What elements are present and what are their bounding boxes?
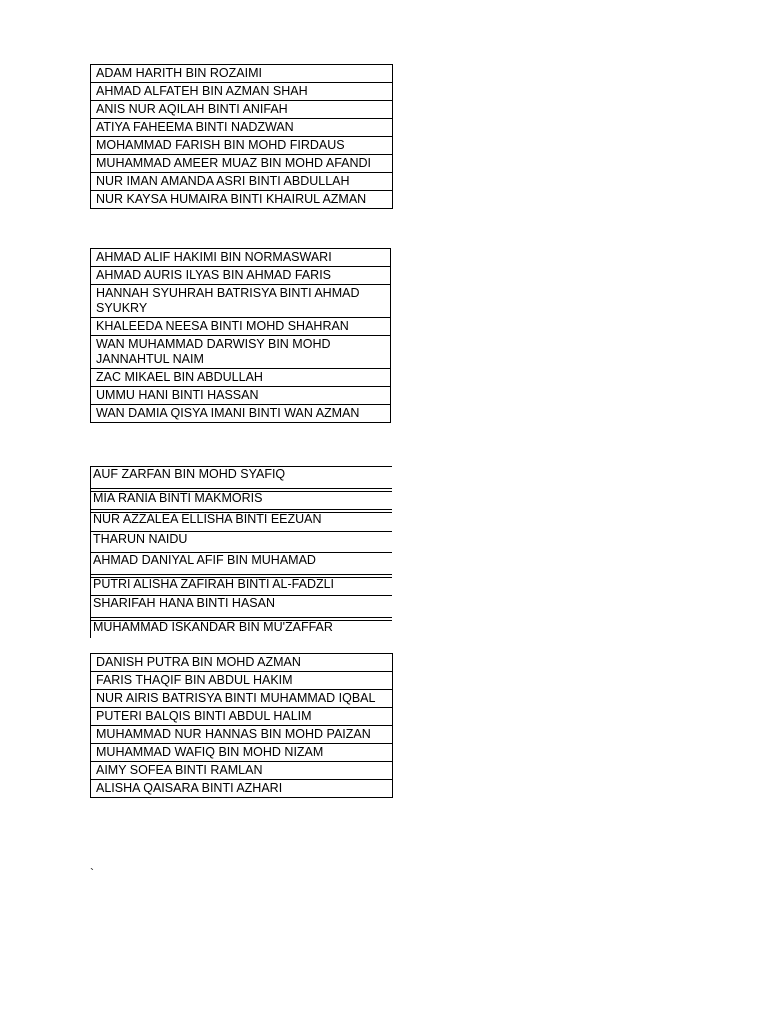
table-row [91, 249, 391, 267]
name-cell: MOHAMMAD FARISH BIN MOHD FIRDAUS [91, 137, 393, 155]
name-cell: UMMU HANI BINTI HASSAN [91, 387, 391, 405]
table-row [91, 708, 393, 726]
table-row [91, 387, 391, 405]
name-cell: MUHAMMAD AMEER MUAZ BIN MOHD AFANDI [91, 155, 393, 173]
table-row [91, 267, 391, 285]
name-cell: WAN MUHAMMAD DARWISY BIN MOHD JANNAHTUL NAIM [91, 336, 391, 369]
table-row [91, 155, 393, 173]
name-cell: AHMAD AURIS ILYAS BIN AHMAD FARIS [91, 267, 391, 285]
stray-mark: ` [90, 866, 94, 880]
list-item [90, 574, 392, 596]
name-text: NUR AZZALEA ELLISHA BINTI EEZUAN [93, 512, 322, 526]
list-item [90, 552, 392, 574]
table-row [91, 654, 393, 672]
name-list-group-3 [90, 466, 392, 638]
list-item [90, 531, 392, 553]
table-row [91, 780, 393, 798]
list-item [90, 466, 392, 488]
name-text: AHMAD DANIYAL AFIF BIN MUHAMAD [93, 553, 316, 567]
table-row [91, 369, 391, 387]
name-cell: KHALEEDA NEESA BINTI MOHD SHAHRAN [91, 318, 391, 336]
name-list-group-1 [90, 64, 393, 209]
name-text: PUTRI ALISHA ZAFIRAH BINTI AL-FADZLI [93, 576, 335, 591]
table-row [91, 101, 393, 119]
table-row [91, 65, 393, 83]
table-row [91, 285, 391, 318]
name-cell: ADAM HARITH BIN ROZAIMI [91, 65, 393, 83]
name-text: AUF ZARFAN BIN MOHD SYAFIQ [93, 467, 286, 481]
table-row [91, 672, 393, 690]
name-cell: FARIS THAQIF BIN ABDUL HAKIM [91, 672, 393, 690]
table-row [91, 405, 391, 423]
name-cell: AHMAD ALIF HAKIMI BIN NORMASWARI [91, 249, 391, 267]
name-list-group-2 [90, 248, 391, 423]
list-item [90, 488, 392, 510]
name-cell: AHMAD ALFATEH BIN AZMAN SHAH [91, 83, 393, 101]
name-cell: MUHAMMAD WAFIQ BIN MOHD NIZAM [91, 744, 393, 762]
name-cell: NUR IMAN AMANDA ASRI BINTI ABDULLAH [91, 173, 393, 191]
name-cell: DANISH PUTRA BIN MOHD AZMAN [91, 654, 393, 672]
name-cell: ZAC MIKAEL BIN ABDULLAH [91, 369, 391, 387]
name-cell: NUR AIRIS BATRISYA BINTI MUHAMMAD IQBAL [91, 690, 393, 708]
name-cell: NUR KAYSA HUMAIRA BINTI KHAIRUL AZMAN [91, 191, 393, 209]
list-item [90, 595, 392, 617]
table-row [91, 119, 393, 137]
list-item [90, 617, 392, 639]
name-text: THARUN NAIDU [93, 531, 188, 546]
table-row [91, 137, 393, 155]
name-cell: HANNAH SYUHRAH BATRISYA BINTI AHMAD SYUKRY [91, 285, 391, 318]
name-cell: ALISHA QAISARA BINTI AZHARI [91, 780, 393, 798]
table-row [91, 83, 393, 101]
name-cell: MUHAMMAD NUR HANNAS BIN MOHD PAIZAN [91, 726, 393, 744]
name-text: MIA RANIA BINTI MAKMORIS [93, 490, 263, 505]
name-cell: AIMY SOFEA BINTI RAMLAN [91, 762, 393, 780]
name-cell: ANIS NUR AQILAH BINTI ANIFAH [91, 101, 393, 119]
name-cell: WAN DAMIA QISYA IMANI BINTI WAN AZMAN [91, 405, 391, 423]
table-row [91, 173, 393, 191]
name-cell: ATIYA FAHEEMA BINTI NADZWAN [91, 119, 393, 137]
name-list-group-4 [90, 653, 393, 798]
name-text: MUHAMMAD ISKANDAR BIN MU'ZAFFAR [93, 619, 333, 634]
table-row [91, 690, 393, 708]
table-row [91, 336, 391, 369]
name-text: SHARIFAH HANA BINTI HASAN [93, 596, 275, 610]
table-row [91, 744, 393, 762]
table-row [91, 191, 393, 209]
name-cell: PUTERI BALQIS BINTI ABDUL HALIM [91, 708, 393, 726]
table-row [91, 762, 393, 780]
table-row [91, 726, 393, 744]
table-row [91, 318, 391, 336]
list-item [90, 509, 392, 531]
